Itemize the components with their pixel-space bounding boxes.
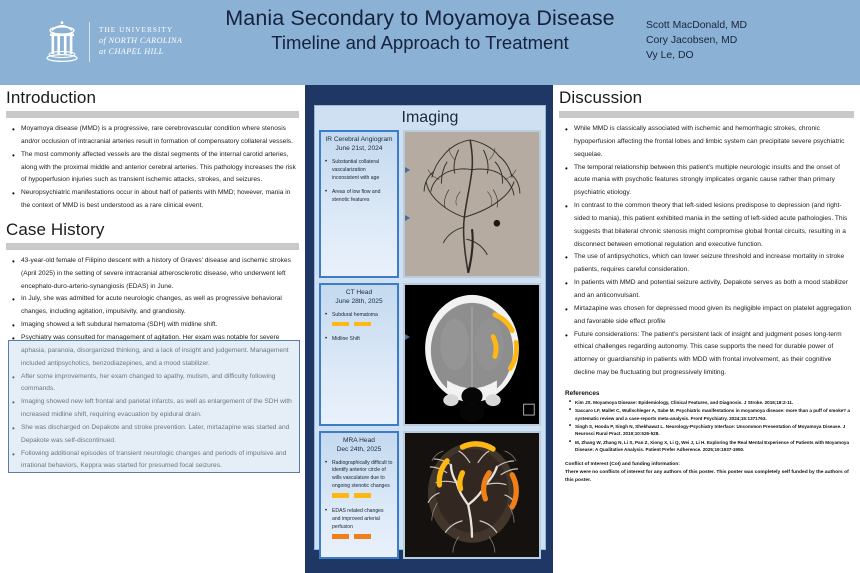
list-item: • Midline Shift [325, 336, 393, 344]
angiogram-bullets [325, 159, 393, 205]
mra-title-text: MRA Head [343, 436, 375, 444]
list-item: • In contrast to the common theory that left-sided lesions predispose to depression (and right-sided to mania), this patient exhibited mania in the setting of left-sided acute pathologies. This suggests that bilateral chronic stenosis might compromise global frontal circuits, resulting in a disconnect between emotional regulation and executive function. [565, 200, 852, 251]
list-item: • Mirtazapine was chosen for depressed mood given its negligible impact on platelet aggregation and favorable side effect profile [565, 303, 852, 329]
angiogram-title-text: IR Cerebral Angiogram [325, 136, 393, 143]
ct-title-text: CT Head [345, 288, 373, 296]
introduction-bullets [0, 123, 305, 213]
yellow-swatch-icon [354, 322, 371, 327]
list-item: • Substantial collateral vascularization inconsistent with age [325, 159, 393, 183]
angiogram-caption-box [319, 130, 399, 278]
imaging-panel-ct [315, 283, 545, 431]
list-item: • Psychiatry was consulted for management of agitation. Her exam was notable for severe aphasia, paranoia, disorganized thinking, and a lack of insight and judgement. Management included antipsychotics, benzodiazepines, and a mood stabilizer. [12, 332, 297, 371]
logo-line-2: of NORTH CAROLINA [99, 35, 183, 45]
orange-swatch-icon [354, 534, 371, 539]
author-3: Vy Le, DO [646, 50, 694, 62]
ct-date-text: June 28th, 2025 [335, 298, 383, 306]
left-column [0, 85, 305, 573]
poster-title-sub: Timeline and Approach to Treatment [271, 32, 569, 54]
list-item [325, 312, 393, 330]
list-item: • The use of antipsychotics, which can lower seizure threshold and increase mortality in stroke patients, requires careful consideration. [565, 251, 852, 277]
ct-bullets [325, 312, 393, 345]
university-logo [44, 14, 182, 70]
list-item [325, 508, 393, 542]
mra-bullet-2-text: EDAS related changes and improved arterial perfusion [332, 507, 384, 530]
case-history-bullets [0, 255, 305, 473]
right-column [553, 85, 860, 573]
unc-old-well-logo-icon [44, 21, 80, 63]
list-item: • Saccaro LF, Mallet C, Wullschleger A, Sabe M. Psychiatric manifestations in moyamoya disease: more than a puff of smoke? a systematic review and a case-reports meta-analysis. Front Psychiatry. 2024;15:1371763. [569, 407, 852, 422]
mra-caption-title [325, 436, 393, 455]
list-item [325, 460, 393, 501]
list-item: • 43-year-old female of Filipino descent with a history of Graves' disease and ischemic strokes (April 2025) in the setting of severe intracranial atherosclerotic disease, who underwent left encephalo-duro-arterio-synangiosis (EDAS) in June. [12, 255, 297, 294]
imaging-panel-mra [315, 431, 545, 565]
coi-body: There were no conflicts of interest for any authors of this poster. This poster was completely self funded by the authors of this poster. [565, 470, 849, 484]
list-item: • Neuropsychiatric manifestations occur in about half of patients with MMD; however, mania in the context of MMD is best understood as a rare clinical event. [12, 187, 297, 213]
list-item: • The most commonly affected vessels are the distal segments of the internal carotid arteries, along with the proximal middle and anterior cerebral arteries. This pathology increases the risk of hypoperfusion injuries such as transient ischemic attacks, strokes, and seizures. [12, 149, 297, 188]
coi-title: Conflict of Interest (CoI) and funding information: [565, 462, 680, 468]
list-item: • In July, she was admitted for acute neurologic changes, as well as progressive behavioral changes, including agitation, impulsivity, and grandiosity. [12, 293, 297, 319]
yellow-swatch-icon [332, 493, 349, 498]
logo-divider [89, 22, 90, 62]
list-item: • In patients with MMD and potential seizure activity, Depakote serves as both a mood stabilizer and an anticonvulsant. [565, 277, 852, 303]
author-1: Scott MacDonald, MD [646, 20, 748, 31]
angiogram-date-text: June 21st, 2024 [335, 145, 383, 153]
list-item: • Moyamoya disease (MMD) is a progressive, rare cerebrovascular condition where stenosis and/or occlusion of intracranial arteries result in formation of compensatory collateral vessels. [12, 123, 297, 149]
list-item: • Areas of low flow and stenotic features [325, 189, 393, 205]
case-history-heading: Case History [6, 219, 105, 239]
list-item: • The temporal relationship between this patient's multiple neurologic insults and the onset of acute mania with psychotic features strongly implicates organic cause rather than primary psychiatric etiology. [565, 162, 852, 201]
imaging-panel-container [314, 105, 546, 550]
yellow-swatch-icon [354, 493, 371, 498]
poster-header [0, 0, 860, 85]
list-item: • Imaging showed new left frontal and parietal infarcts, as well as enlargement of the SDH with increased midline shift, requiring evacuation by epidural drain. [12, 396, 297, 422]
logo-line-1: THE UNIVERSITY [99, 26, 174, 35]
imaging-heading: Imaging [401, 109, 459, 126]
introduction-rule [6, 111, 299, 118]
references-heading: References [565, 389, 600, 397]
discussion-rule [559, 111, 854, 118]
ct-caption-title [325, 288, 393, 307]
list-item: • Future considerations: The patient's persistent lack of insight and judgment poses long-term ethical challenges regarding autonomy. This case supports the need for durable power of attorney or guardianship in patients with MDD with frontal involvement, as their cognitive decline may be fluctuating but progressively limiting. [565, 329, 852, 380]
references-list [553, 399, 860, 453]
discussion-heading: Discussion [559, 88, 643, 107]
list-item: • While MMD is classically associated with ischemic and hemorrhagic strokes, chronic hypoperfusion affecting the frontal lobes and limbic system can precipitate severe psychiatric sequelae. [565, 123, 852, 162]
list-item: • Following additional episodes of transient neurologic changes and periods of impulsive and irrational behaviors, Keppra was started for presumed focal seizures. [12, 448, 297, 474]
list-item: • M, Zhang W, Zhang N, Li S, Pan Z, Xiong X, Li Q, Wei J, Li H. Exploring the Real Mental Experience of Patients with Moyamoya Disease: A Qualitative Analysis. Patient Prefer Adherence. 2025;19:1937-1950. [569, 439, 852, 454]
list-item: • Imaging showed a left subdural hematoma (SDH) with midline shift. [12, 319, 297, 332]
mra-caption-box [319, 431, 399, 560]
mra-date-text: Dec 24th, 2025 [336, 446, 382, 454]
conflict-of-interest-block [553, 454, 860, 485]
ct-bullet-1-text: Subdural hematoma [332, 311, 378, 318]
list-item: • Kim JS. Moyamoya Disease: Epidemiology, Clinical Features, and Diagnosis. J Stroke. 2016;18:2-11. [569, 399, 852, 406]
discussion-bullets [553, 123, 860, 380]
yellow-swatch-icon [332, 322, 349, 327]
author-2: Cory Jacobsen, MD [646, 35, 738, 47]
mra-bullets [325, 460, 393, 542]
orange-swatch-icon [332, 534, 349, 539]
ct-head-image [403, 283, 541, 426]
case-history-rule [6, 243, 299, 250]
author-list [646, 18, 747, 63]
list-item: • After some improvements, her exam changed to apathy, mutism, and difficulty following commands. [12, 371, 297, 397]
logo-wordmark [99, 26, 182, 57]
ct-caption-box [319, 283, 399, 426]
cerebral-angiogram-image [403, 130, 541, 278]
mra-head-image [403, 431, 541, 560]
angiogram-caption-title [325, 135, 393, 154]
poster-title-main: Mania Secondary to Moyamoya Disease [225, 6, 615, 30]
list-item: • She was discharged on Depakote and stroke prevention. Later, mirtazapine was started and Depakote was self-discontinued. [12, 422, 297, 448]
imaging-panel-angiogram [315, 130, 545, 283]
logo-line-3: at CHAPEL HILL [99, 46, 164, 56]
introduction-heading: Introduction [6, 88, 97, 107]
list-item: • Singh S, Hooda P, Singh N, Shekhawat L. Neurology-Psychiatry Interface: Uncommon Presentation of Moyamoya Disease. J Neurosci Rural Pract. 2019;10:526-528. [569, 423, 852, 438]
mra-bullet-1-text: Radiographically difficult to identify anterior circle of wills vasculature due to ongoing stenotic changes [332, 459, 393, 490]
poster-title [210, 6, 630, 55]
imaging-column [310, 85, 550, 573]
